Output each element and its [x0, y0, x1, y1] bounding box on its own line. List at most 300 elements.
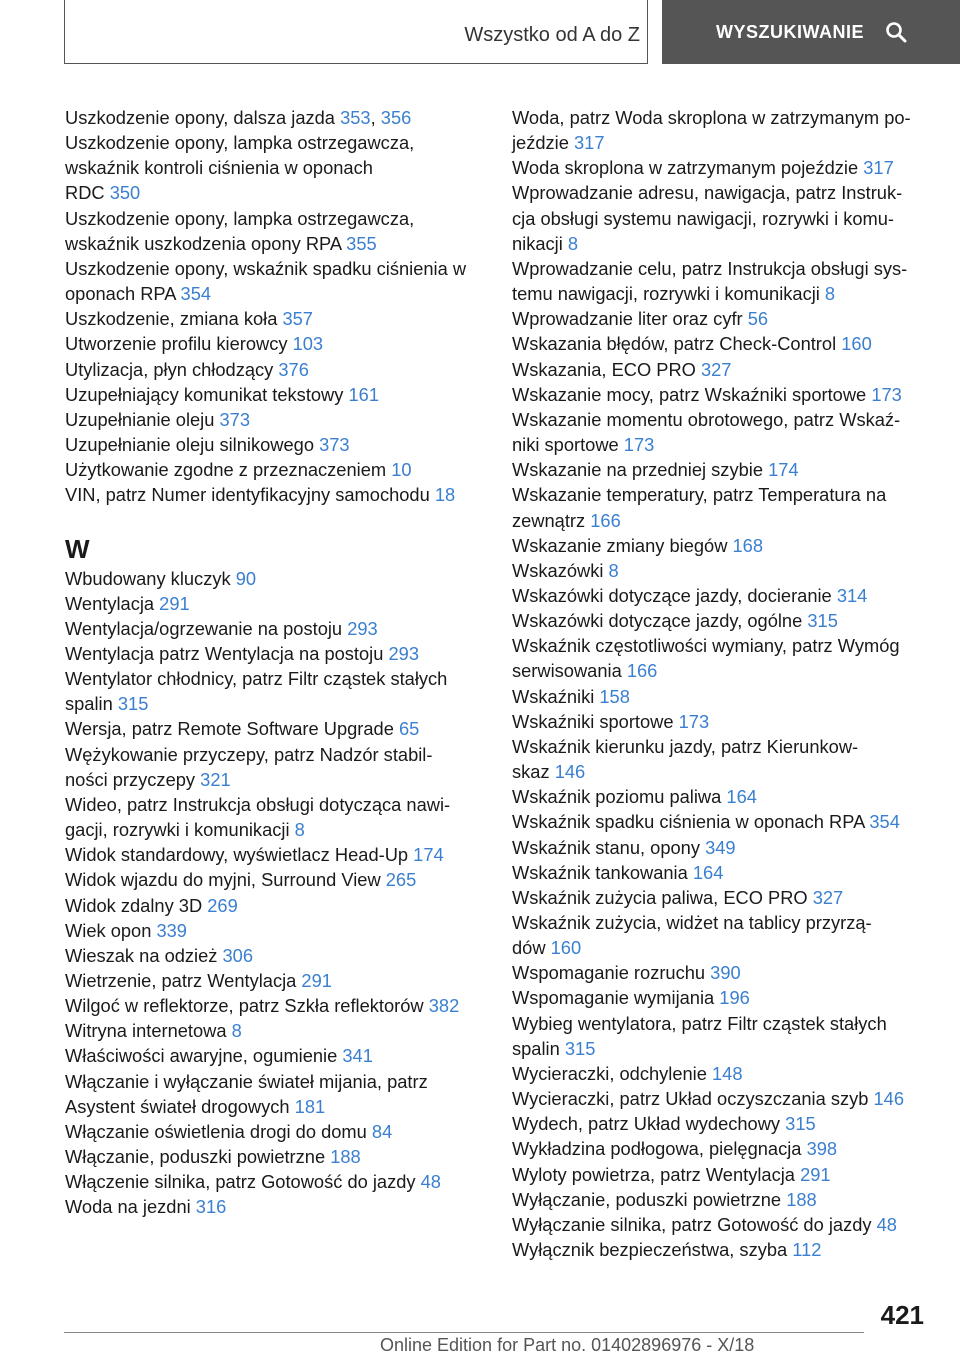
entry-term: Wybieg wentylatora, patrz Filtr cząstek stałych: [512, 1012, 887, 1034]
page-link[interactable]: 382: [428, 995, 460, 1017]
index-entry: [512, 960, 932, 985]
index-entry-text: [512, 885, 932, 910]
entry-term: Wyłączanie silnika, patrz Gotowość do jazdy: [512, 1213, 872, 1235]
entry-term: Witryna internetowa: [65, 1020, 227, 1042]
entry-term: Wskazanie zmiany biegów: [512, 534, 728, 556]
index-entry: [65, 382, 485, 407]
page-link[interactable]: 10: [391, 459, 412, 481]
entry-term: Wprowadzanie adresu, nawigacja, patrz Instruk-: [512, 182, 903, 204]
index-entry: [65, 206, 485, 256]
index-entry: [512, 583, 932, 608]
index-entry-text: [512, 684, 932, 709]
index-entry-text: [65, 1018, 485, 1043]
page-link[interactable]: 166: [626, 660, 658, 682]
entry-term: Wskaźniki sportowe: [512, 710, 674, 732]
index-entry: [65, 867, 485, 892]
index-entry-text: [512, 608, 932, 633]
index-entry-text: [65, 1043, 485, 1068]
page-link[interactable]: 84: [371, 1120, 393, 1142]
index-entry-text: [65, 993, 485, 1018]
index-entry-text: [65, 1194, 485, 1219]
index-entry: [65, 666, 485, 716]
index-entry-text: [65, 1094, 485, 1119]
page-link[interactable]: 173: [623, 434, 655, 456]
index-entry: [65, 105, 485, 130]
index-entry-text: [512, 759, 932, 784]
index-entry-text: [512, 457, 932, 482]
index-entry-text: [512, 658, 932, 683]
entry-term: Wskazówki dotyczące jazdy, docieranie: [512, 584, 832, 606]
index-column-right: [512, 105, 932, 1262]
entry-term: Uszkodzenie opony, lampka ostrzegawcza,: [65, 207, 415, 229]
entry-term: Wiek opon: [65, 919, 152, 941]
page-link[interactable]: 356: [380, 107, 412, 128]
index-entry: [512, 155, 932, 180]
page-link[interactable]: 148: [712, 1062, 743, 1084]
index-entry-text: [512, 709, 932, 734]
entry-term: jeździe: [512, 132, 569, 154]
entry-term: Asystent świateł drogowych: [65, 1095, 290, 1117]
index-entry: [65, 1119, 485, 1144]
index-entry: [65, 716, 485, 741]
index-entry: [65, 357, 485, 382]
entry-term: Uzupełniający komunikat tekstowy: [65, 383, 344, 405]
page-link[interactable]: 317: [574, 132, 605, 154]
page-link[interactable]: 291: [159, 592, 190, 614]
index-entry: [512, 734, 932, 784]
entry-term: Wentylacja/ogrzewanie na postoju: [65, 617, 343, 639]
entry-term: Wskaźnik tankowania: [512, 861, 688, 883]
index-entry-text: [512, 633, 932, 658]
index-entry-text: [512, 155, 932, 180]
index-entry: [65, 1043, 485, 1068]
entry-term: Wbudowany kluczyk: [65, 567, 231, 589]
index-entry-text: [512, 985, 932, 1010]
index-entry: [65, 457, 485, 482]
index-entry-text: [512, 331, 932, 356]
index-entry: [512, 608, 932, 633]
entry-term: Wycieraczki, patrz Układ oczyszczania szyb: [512, 1088, 869, 1110]
page-link[interactable]: 18: [434, 484, 456, 506]
entry-term: wskaźnik uszkodzenia opony RPA: [65, 232, 342, 254]
index-entry: [512, 105, 932, 155]
page-link[interactable]: 354: [869, 811, 900, 833]
page-link[interactable]: 146: [554, 761, 586, 783]
entry-term: Wskazania, ECO PRO: [512, 358, 696, 380]
entry-term: VIN, patrz Numer identyfikacyjny samochodu: [65, 484, 430, 506]
entry-term: Wieszak na odzież: [65, 944, 218, 966]
entry-term: spalin: [65, 693, 113, 715]
index-entry: [65, 306, 485, 331]
index-entry-text: [512, 734, 932, 759]
index-entry: [65, 566, 485, 591]
index-entry: [65, 331, 485, 356]
entry-term: Wskaźnik spadku ciśnienia w oponach RPA: [512, 811, 865, 833]
entry-term: Wskaźnik stanu, opony: [512, 836, 700, 858]
entry-term: Wideo, patrz Instrukcja obsługi dotycząca nawi-: [65, 793, 451, 815]
entry-term: Wskaźniki: [512, 685, 595, 707]
entry-term: Wilgoć w reflektorze, patrz Szkła reflektorów: [65, 995, 424, 1017]
index-entry-text: [512, 835, 932, 860]
footer-divider: [64, 1332, 864, 1333]
page-number: 421: [880, 1300, 924, 1330]
entry-term: Użytkowanie zgodne z przeznaczeniem: [65, 459, 387, 481]
entry-term: Uszkodzenie opony, dalsza jazda: [65, 107, 335, 128]
search-label: WYSZUKIWANIE: [716, 21, 864, 42]
entry-term: oponach RPA: [65, 283, 176, 305]
entry-term: gacji, rozrywki i komunikacji: [65, 819, 290, 841]
index-entry-text: [512, 1136, 932, 1161]
index-entry: [65, 256, 485, 306]
index-entry-text: [65, 968, 485, 993]
page-link[interactable]: 146: [873, 1088, 905, 1110]
index-entry-text: [512, 180, 932, 205]
entry-term: Włączanie oświetlenia drogi do domu: [65, 1120, 367, 1142]
index-entry: [65, 130, 485, 205]
index-entry-text: [65, 155, 485, 180]
page-link[interactable]: 354: [180, 283, 212, 305]
entry-term: Wentylacja patrz Wentylacja na postoju: [65, 642, 384, 664]
index-entry-text: [65, 641, 485, 666]
entry-term: RDC: [65, 182, 105, 204]
index-entry-text: [512, 306, 932, 331]
page-link[interactable]: 349: [705, 836, 736, 858]
entry-term: Wskaźnik zużycia paliwa, ECO PRO: [512, 886, 808, 908]
entry-term: Wskazania błędów, patrz Check-Control: [512, 333, 837, 355]
page-link[interactable]: 112: [792, 1239, 822, 1261]
page-link[interactable]: 56: [747, 308, 769, 330]
page-link[interactable]: 327: [812, 886, 844, 908]
index-entry-text: [65, 767, 485, 792]
index-entry-text: [65, 918, 485, 943]
index-entry-text: [512, 231, 932, 256]
index-entry-text: [512, 357, 932, 382]
page-link[interactable]: 315: [564, 1037, 596, 1059]
index-entry-text: [65, 792, 485, 817]
entry-term: Wyłączanie, poduszki powietrzne: [512, 1188, 782, 1210]
index-entry: [512, 1162, 932, 1187]
index-entry-text: [65, 742, 485, 767]
entry-term: Woda skroplona w zatrzymanym pojeździe: [512, 157, 859, 179]
index-entry: [512, 784, 932, 809]
entry-term: Wentylacja: [65, 592, 155, 614]
entry-term: temu nawigacji, rozrywki i komunikacji: [512, 283, 820, 305]
entry-term: Widok zdalny 3D: [65, 894, 203, 916]
page-link[interactable]: 269: [207, 894, 238, 916]
entry-term: Wskaźnik poziomu paliwa: [512, 786, 722, 808]
index-entry: [512, 860, 932, 885]
entry-term: dów: [512, 937, 546, 959]
index-entry: [512, 306, 932, 331]
index-entry-text: [512, 935, 932, 960]
index-entry-text: [512, 1187, 932, 1212]
page-link[interactable]: 353: [340, 107, 371, 128]
index-entry-text: [512, 1111, 932, 1136]
index-entry: [65, 407, 485, 432]
index-entry: [512, 910, 932, 960]
index-entry-text: [65, 842, 485, 867]
index-entry: [65, 918, 485, 943]
index-entry-text: [512, 1061, 932, 1086]
page-link[interactable]: 161: [348, 383, 380, 405]
entry-term: Utylizacja, płyn chłodzący: [65, 358, 274, 380]
entry-term: Wskazanie momentu obrotowego, patrz Wskaź-: [512, 408, 901, 430]
index-entry: [65, 1169, 485, 1194]
index-entry-text: [65, 482, 485, 507]
index-entry: [512, 633, 932, 683]
page-link[interactable]: 8: [608, 559, 619, 581]
index-entry-text: [512, 809, 932, 834]
index-entry-text: [65, 206, 485, 231]
section-letter: W: [65, 533, 90, 564]
index-entry: [65, 432, 485, 457]
page-link[interactable]: 327: [700, 358, 732, 380]
index-entry-text: [65, 616, 485, 641]
page-link[interactable]: 321: [200, 768, 231, 790]
index-entry: [65, 893, 485, 918]
index-entry: [65, 742, 485, 792]
page-link[interactable]: 8: [231, 1020, 242, 1042]
page-link[interactable]: 164: [726, 786, 757, 808]
page-link[interactable]: 306: [222, 944, 254, 966]
entry-term: serwisowania: [512, 660, 622, 682]
entry-term: cja obsługi systemu nawigacji, rozrywki i komu-: [512, 207, 894, 229]
entry-term: Widok standardowy, wyświetlacz Head-Up: [65, 844, 409, 866]
index-entry: [65, 1144, 485, 1169]
index-entry-text: [65, 1144, 485, 1169]
index-entry-text: [512, 558, 932, 583]
page-link[interactable]: 160: [841, 333, 872, 355]
index-entry: [65, 1069, 485, 1119]
index-entry-text: [512, 508, 932, 533]
index-entry: [65, 943, 485, 968]
index-column-left: [65, 105, 485, 1220]
entry-term: niki sportowe: [512, 434, 619, 456]
index-entry: [512, 1136, 932, 1161]
entry-term: Wykładzina podłogowa, pielęgnacja: [512, 1138, 802, 1160]
entry-term: Wskazanie temperatury, patrz Temperatura na: [512, 484, 887, 506]
page-link[interactable]: 341: [342, 1045, 373, 1067]
entry-term: Uszkodzenie, zmiana koła: [65, 308, 278, 330]
entry-term: Włączanie, poduszki powietrzne: [65, 1146, 326, 1168]
page-link[interactable]: 181: [294, 1095, 326, 1117]
index-entry-text: [512, 206, 932, 231]
index-entry-text: [512, 1086, 932, 1111]
index-entry-text: [65, 180, 485, 205]
page-link[interactable]: 293: [388, 642, 420, 664]
index-entry: [65, 1018, 485, 1043]
index-entry-text: [512, 784, 932, 809]
entry-term: Wspomaganie rozruchu: [512, 962, 706, 984]
index-entry: [512, 1212, 932, 1237]
page-link[interactable]: 48: [876, 1213, 897, 1235]
page-link[interactable]: 373: [219, 408, 251, 430]
index-entry: [65, 993, 485, 1018]
page-link[interactable]: 376: [278, 358, 309, 380]
page-link[interactable]: 196: [719, 987, 750, 1009]
page-link[interactable]: 65: [398, 718, 420, 740]
index-entry-text: [65, 867, 485, 892]
index-entry-text: [65, 943, 485, 968]
index-entry-text: [65, 666, 485, 691]
index-entry-text: [512, 105, 932, 130]
entry-term: Wskaźnik zużycia, widżet na tablicy przyrzą-: [512, 912, 872, 933]
index-entry-text: [512, 533, 932, 558]
page-link[interactable]: 174: [768, 459, 799, 481]
entry-term: Wskazówki: [512, 559, 604, 581]
page-link[interactable]: 8: [824, 283, 836, 305]
entry-term: Uzupełnianie oleju silnikowego: [65, 434, 314, 456]
entry-term: Utworzenie profilu kierowcy: [65, 333, 288, 355]
entry-term: Wentylator chłodnicy, patrz Filtr cząstek stałych: [65, 668, 448, 690]
index-entry-text: [512, 583, 932, 608]
index-entry: [65, 482, 485, 507]
footer-edition: Online Edition for Part no. 01402896976 - X/18: [380, 1335, 755, 1355]
index-entry-text: [512, 960, 932, 985]
page-link[interactable]: 291: [301, 970, 332, 991]
page-link[interactable]: 265: [385, 869, 417, 891]
index-entry-text: [512, 910, 932, 935]
page-link[interactable]: 166: [590, 509, 621, 531]
index-entry-text: [65, 281, 485, 306]
index-entry-text: [65, 893, 485, 918]
entry-term: nikacji: [512, 232, 563, 254]
index-entry-text: [512, 1036, 932, 1061]
page-link[interactable]: 357: [282, 308, 313, 330]
index-entry-text: [512, 1162, 932, 1187]
page-link[interactable]: 48: [420, 1171, 441, 1193]
entry-term: Wycieraczki, odchylenie: [512, 1062, 707, 1084]
index-entry: [65, 591, 485, 616]
index-entry: [512, 1086, 932, 1111]
entry-term: Woda na jezdni: [65, 1196, 191, 1218]
page-link[interactable]: 8: [294, 819, 305, 841]
index-entry-text: [512, 432, 932, 457]
search-button[interactable]: [662, 0, 960, 64]
index-entry: [512, 533, 932, 558]
page-link[interactable]: 398: [806, 1138, 838, 1160]
search-icon: [884, 20, 908, 44]
page-link[interactable]: 158: [599, 685, 630, 707]
index-entry-text: [65, 716, 485, 741]
entry-term: Włączenie silnika, patrz Gotowość do jazdy: [65, 1171, 416, 1193]
index-entry-text: [65, 331, 485, 356]
index-entry-text: [65, 357, 485, 382]
index-entry: [512, 1187, 932, 1212]
index-entry: [512, 684, 932, 709]
page-link[interactable]: 188: [330, 1146, 361, 1168]
index-entry-text: [65, 1069, 485, 1094]
entry-term: zewnątrz: [512, 509, 586, 531]
page-link[interactable]: 316: [195, 1196, 227, 1218]
index-entry: [512, 180, 932, 255]
index-entry: [65, 1194, 485, 1219]
index-entry: [512, 835, 932, 860]
index-entry-text: [65, 591, 485, 616]
entry-term: wskaźnik kontroli ciśnienia w oponach: [65, 157, 373, 179]
page-link[interactable]: 160: [550, 937, 582, 959]
page-link[interactable]: 315: [785, 1113, 816, 1135]
index-entry-text: [65, 130, 485, 155]
index-entry: [512, 709, 932, 734]
index-entry-text: [512, 382, 932, 407]
index-entry-text: [512, 1237, 932, 1262]
index-entry-text: [512, 256, 932, 281]
entry-term: Wyloty powietrza, patrz Wentylacja: [512, 1163, 795, 1185]
entry-term: Wersja, patrz Remote Software Upgrade: [65, 718, 394, 740]
page-link[interactable]: 188: [786, 1188, 817, 1210]
page-link[interactable]: 350: [109, 182, 141, 204]
index-entry-text: [65, 1119, 485, 1144]
page-link[interactable]: 174: [413, 844, 444, 866]
page-link[interactable]: 373: [319, 434, 350, 456]
index-entry-text: [65, 382, 485, 407]
index-entry: [512, 407, 932, 457]
entry-term: Uzupełnianie oleju: [65, 408, 215, 430]
entry-term: Właściwości awaryjne, ogumienie: [65, 1045, 338, 1067]
index-entry-text: [512, 130, 932, 155]
entry-term: Widok wjazdu do myjni, Surround View: [65, 869, 381, 891]
index-entry: [65, 792, 485, 842]
page-link[interactable]: 173: [871, 383, 902, 405]
entry-term: Uszkodzenie opony, wskaźnik spadku ciśnienia w: [65, 257, 467, 279]
page-link[interactable]: 168: [732, 534, 764, 556]
page-link[interactable]: 293: [347, 617, 378, 639]
tab-a-to-z[interactable]: Wszystko od A do Z: [464, 24, 640, 46]
index-entry: [65, 842, 485, 867]
index-entry-text: [65, 566, 485, 591]
index-entry-text: [65, 457, 485, 482]
index-entry: [512, 331, 932, 356]
page-link[interactable]: 390: [710, 962, 741, 984]
index-entry-text: [65, 691, 485, 716]
index-entry-text: [65, 1169, 485, 1194]
index-entry: [512, 1237, 932, 1262]
entry-term: Wskazanie na przedniej szybie: [512, 459, 763, 481]
entry-term: Wyłącznik bezpieczeństwa, szyba: [512, 1239, 788, 1261]
page-link[interactable]: 103: [292, 333, 324, 355]
page-link[interactable]: 315: [807, 610, 838, 632]
page-link[interactable]: 339: [156, 919, 187, 941]
page-link[interactable]: 90: [235, 567, 257, 589]
index-entry: [512, 1011, 932, 1061]
index-entry: [512, 1111, 932, 1136]
index-entry-text: [512, 860, 932, 885]
page-link[interactable]: 317: [863, 157, 894, 179]
page-link[interactable]: 315: [117, 693, 149, 715]
index-entry: [512, 256, 932, 306]
index-entry-text: [512, 1011, 932, 1036]
entry-term: Wprowadzanie celu, patrz Instrukcja obsługi sys-: [512, 257, 908, 279]
index-entry: [512, 1061, 932, 1086]
page-link[interactable]: 164: [692, 861, 724, 883]
entry-term: Wskazówki dotyczące jazdy, ogólne: [512, 610, 803, 632]
index-entry-text: [512, 407, 932, 432]
entry-term: Wężykowanie przyczepy, patrz Nadzór stabil-: [65, 743, 433, 765]
entry-term: Wskaźnik kierunku jazdy, patrz Kierunkow-: [512, 735, 859, 757]
page-link[interactable]: 8: [567, 232, 579, 254]
page-link[interactable]: 173: [678, 710, 710, 732]
index-entry-text: [65, 306, 485, 331]
page-link[interactable]: 314: [836, 584, 868, 606]
index-entry: [512, 357, 932, 382]
index-entry: [65, 616, 485, 641]
page-link[interactable]: 291: [800, 1163, 831, 1185]
index-entry: [65, 641, 485, 666]
entry-term: Wskazanie mocy, patrz Wskaźniki sportowe: [512, 383, 867, 405]
page-link[interactable]: 355: [346, 232, 377, 254]
entry-term: Wspomaganie wymijania: [512, 987, 715, 1009]
